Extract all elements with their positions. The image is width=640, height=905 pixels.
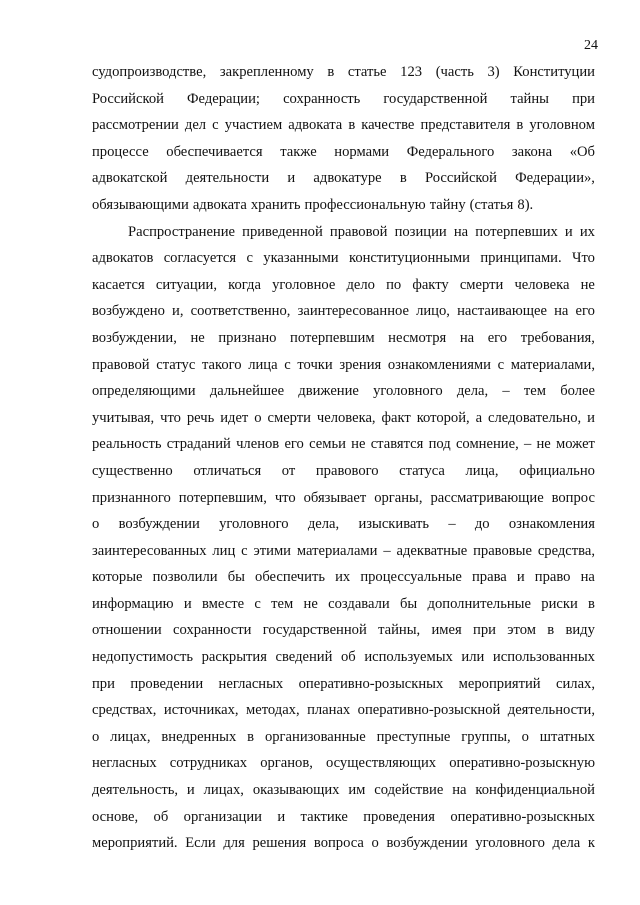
text-line: обязывающими адвоката хранить профессиональную тайну (статья 8).: [92, 196, 534, 213]
paragraph: [92, 219, 595, 857]
text-line: негласных сотрудниках органов, осуществляющих оперативно-розыскную: [92, 755, 595, 772]
page-number: 24: [584, 38, 598, 53]
text-line: о лицах, внедренных в организованные преступные группы, о штатных: [92, 728, 595, 745]
text-line: адвокатской деятельности и адвокатуре в Российской Федерации»,: [92, 170, 595, 187]
text-line: средствах, источниках, методах, планах оперативно-розыскной деятельности,: [92, 702, 595, 719]
text-line: при проведении негласных оперативно-розыскных мероприятий силах,: [92, 675, 595, 692]
text-line: отношении сохранности государственной тайны, имея при этом в виду: [92, 622, 595, 639]
text-line: определяющими дальнейшее движение уголовного дела, – тем более: [92, 383, 595, 400]
paragraph: [92, 59, 595, 219]
text-line: Российской Федерации; сохранность государственной тайны при: [92, 90, 595, 107]
text-line: касается ситуации, когда уголовное дело по факту смерти человека не: [92, 276, 595, 293]
text-line: возбуждено и, соответственно, заинтересованное лицо, настаивающее на его: [92, 303, 595, 320]
text-line: заинтересованных лиц с этими материалами – адекватные правовые средства,: [92, 542, 595, 559]
text-line: правовой статус такого лица с точки зрения ознакомлениями с материалами,: [92, 356, 595, 373]
text-line: учитывая, что речь идет о смерти человека, факт которой, а следовательно, и: [92, 409, 595, 426]
text-line: процессе обеспечивается также нормами Федерального закона «Об: [92, 143, 595, 160]
text-line: основе, об организации и тактике проведения оперативно-розыскных: [92, 808, 595, 825]
text-line: информацию и вместе с тем не создавали бы дополнительные риски в: [92, 595, 595, 612]
text-line: признанного потерпевшим, что обязывает органы, рассматривающие вопрос: [92, 489, 595, 506]
text-line: судопроизводстве, закрепленному в статье 123 (часть 3) Конституции: [92, 64, 595, 80]
text-line: Распространение приведенной правовой позиции на потерпевших и их: [128, 223, 595, 240]
text-line: рассмотрении дел с участием адвоката в качестве представителя в уголовном: [92, 117, 595, 134]
text-line: реальность страданий членов его семьи не ставятся под сомнение, – не может: [92, 436, 595, 453]
text-line: мероприятий. Если для решения вопроса о возбуждении уголовного дела к: [92, 835, 595, 852]
text-line: возбуждении, не признано потерпевшим несмотря на его требования,: [92, 329, 595, 346]
text-line: существенно отличаться от правового статуса лица, официально: [92, 462, 595, 479]
text-line: недопустимость раскрытия сведений об используемых или использованных: [92, 649, 595, 666]
text-line: деятельность, и лицах, оказывающих им содействие на конфиденциальной: [92, 782, 595, 799]
text-line: о возбуждении уголовного дела, изыскивать – до ознакомления: [92, 516, 595, 533]
text-line: которые позволили бы обеспечить их процессуальные права и право на: [92, 569, 595, 586]
body-text: [92, 59, 595, 857]
text-line: адвокатов согласуется с указанными конституционными принципами. Что: [92, 250, 595, 267]
